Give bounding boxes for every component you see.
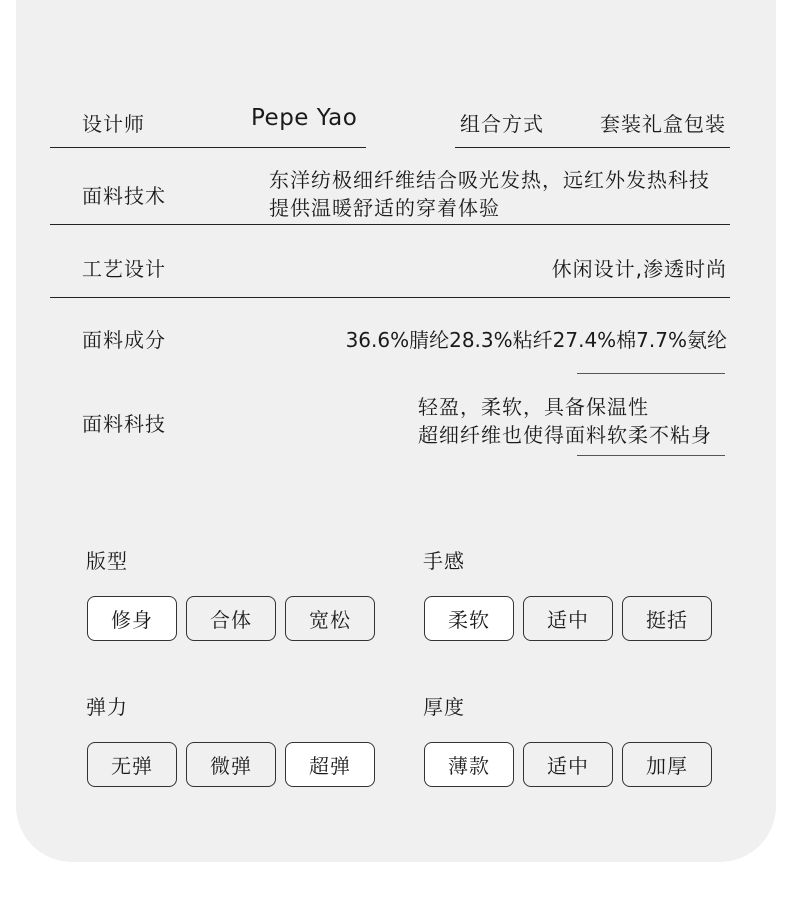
divider: [455, 147, 730, 148]
elasticity-option-none[interactable]: 无弹: [87, 742, 177, 787]
fabric-tech-label: 面料技术: [82, 184, 166, 208]
designer-label: 设计师: [82, 112, 145, 136]
fabric-science-label: 面料科技: [82, 412, 166, 436]
craft-value: 休闲设计,渗透时尚: [551, 257, 727, 281]
fabric-tech-line1: 东洋纺极细纤维结合吸光发热，远红外发热科技: [269, 168, 710, 192]
fit-option-loose[interactable]: 宽松: [285, 596, 375, 641]
elasticity-title: 弹力: [86, 695, 128, 719]
fit-option-slim[interactable]: 修身: [87, 596, 177, 641]
hand-feel-option-soft[interactable]: 柔软: [424, 596, 514, 641]
fit-option-regular[interactable]: 合体: [186, 596, 276, 641]
hand-feel-option-crisp[interactable]: 挺括: [622, 596, 712, 641]
craft-label: 工艺设计: [82, 257, 166, 281]
elasticity-option-slight[interactable]: 微弹: [186, 742, 276, 787]
divider: [50, 224, 730, 225]
designer-value: Pepe Yao: [251, 105, 358, 131]
thickness-option-medium[interactable]: 适中: [523, 742, 613, 787]
combo-label: 组合方式: [460, 112, 544, 136]
hand-feel-title: 手感: [423, 549, 465, 573]
combo-value: 套装礼盒包装: [600, 112, 726, 136]
hand-feel-option-medium[interactable]: 适中: [523, 596, 613, 641]
elasticity-option-super[interactable]: 超弹: [285, 742, 375, 787]
fabric-science-line2: 超细纤维也使得面料软柔不粘身: [418, 423, 712, 447]
divider: [50, 147, 366, 148]
composition-label: 面料成分: [82, 328, 166, 352]
thickness-option-thin[interactable]: 薄款: [424, 742, 514, 787]
divider: [50, 297, 730, 298]
thickness-title: 厚度: [423, 695, 465, 719]
fit-title: 版型: [86, 549, 128, 573]
thickness-option-thick[interactable]: 加厚: [622, 742, 712, 787]
fabric-tech-line2: 提供温暖舒适的穿着体验: [269, 196, 500, 220]
fabric-science-line1: 轻盈，柔软，具备保温性: [418, 395, 649, 419]
divider: [577, 455, 725, 456]
divider: [577, 373, 725, 374]
composition-value: 36.6%腈纶28.3%粘纤27.4%棉7.7%氨纶: [345, 328, 727, 352]
